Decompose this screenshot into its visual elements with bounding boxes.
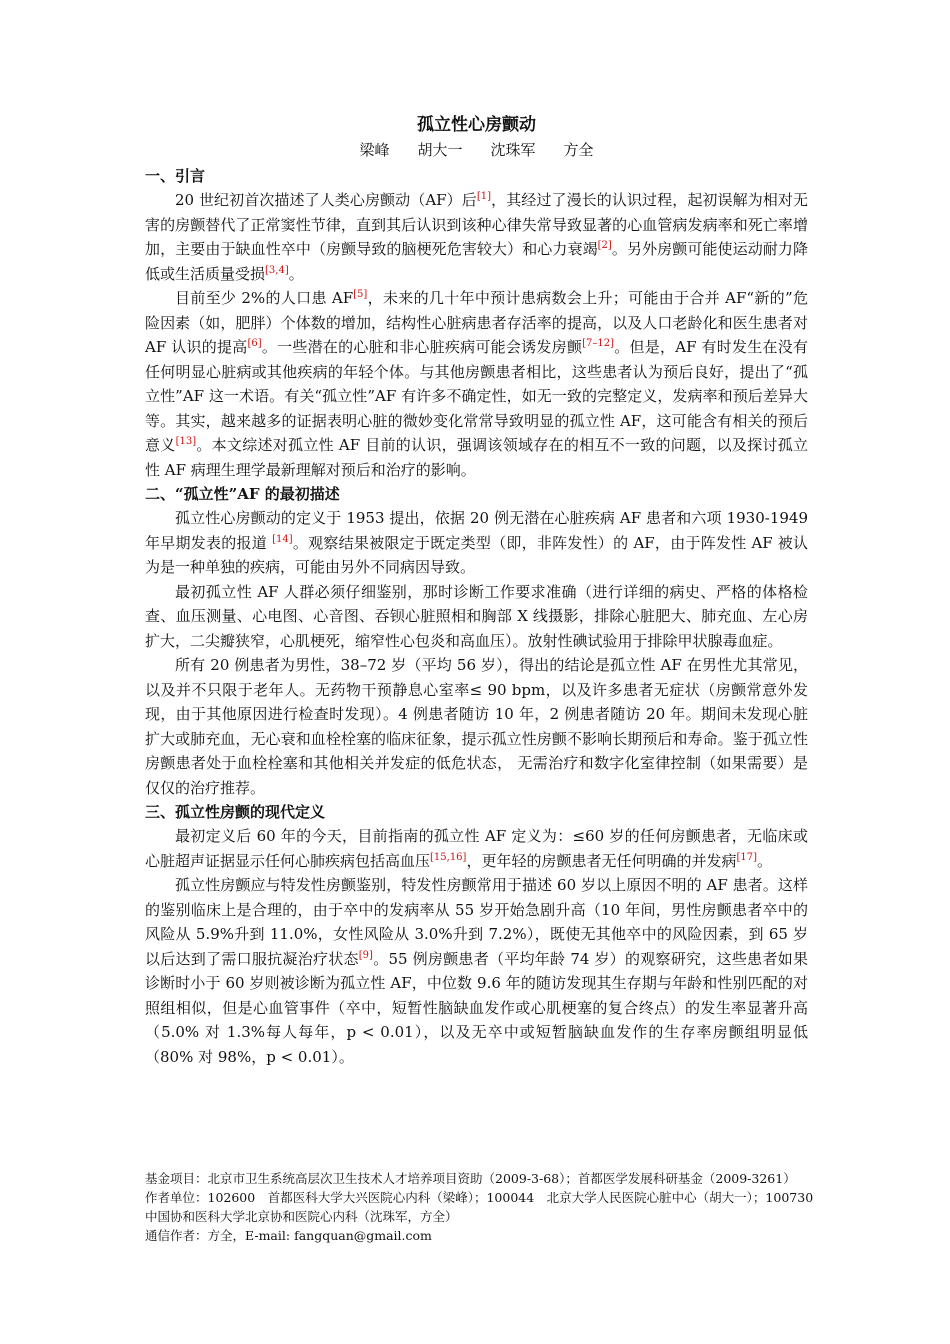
author-list bbox=[145, 138, 808, 162]
reference-citation[interactable]: [15,16] bbox=[430, 851, 467, 863]
footnotes bbox=[145, 1169, 826, 1245]
reference-citation[interactable]: [3,4] bbox=[265, 264, 289, 276]
paragraph: 所有 20 例患者为男性，38–72 岁（平均 56 岁），得出的结论是孤立性 AF 在男性尤其常见，以及并不只限于老年人。无药物干预静息心室率≤ 90 bpm，以及许多患者无症状（房颤常意外发现，由于其他原因进行检查时发现）。4 例患者随访 10 年，2 例患者随访 20 年。期间未发现心脏扩大或肺充血，无心衰和血栓栓塞的临床征象，提示孤立性房颤不影响长期预后和寿命。鉴于孤立性房颤患者处于血栓栓塞和其他相关并发症的低危状态， 无需治疗和数字化室律控制（如果需要）是仅仅的治疗推荐。 bbox=[145, 656, 808, 797]
paragraph: 目前至少 2%的人口患 AF[5]，未来的几十年中预计患病数会上升；可能由于合并 AF“新的”危险因素（如，肥胖）个体数的增加，结构性心脏病患者存活率的提高，以及人口老龄化和医生患者对 AF 认识的提高[6]。一些潜在的心脏和非心脏疾病可能会诱发房颤[7–12]。但是，AF 有时发生在没有任何明显心脏病或其他疾病的年轻个体。与其他房颤患者相比，这些患者认为预后良好，提出了“孤立性”AF 这一术语。有关“孤立性”AF 有许多不确定性，如无一致的完整定义，发病率和预后差异大等。其实，越来越多的证据表明心脏的微妙变化常常导致明显的孤立性 AF，这可能含有相关的预后意义[13]。本文综述对孤立性 AF 目前的认识，强调该领域存在的相互不一致的问题，以及探讨孤立性 AF 病理生理学最新理解对预后和治疗的影响。 bbox=[145, 289, 808, 479]
paragraph: 20 世纪初首次描述了人类心房颤动（AF）后[1]，其经过了漫长的认识过程，起初误解为相对无害的房颤替代了正常窦性节律，直到其后认识到该种心律失常导致显著的心血管病发病率和死亡率增加，主要由于缺血性卒中（房颤导致的脑梗死危害较大）和心力衰竭[2]。另外房颤可能使运动耐力降低或生活质量受损[3,4]。 bbox=[145, 191, 808, 283]
article-body bbox=[145, 112, 808, 1069]
section-initial-description bbox=[145, 482, 808, 800]
paragraph: 孤立性心房颤动的定义于 1953 提出，依据 20 例无潜在心脏疾病 AF 患者和六项 1930-1949 年早期发表的报道 [14]。观察结果被限定于既定类型（即，非阵发性）的 AF，由于阵发性 AF 被认为是一种单独的疾病，可能由另外不同病因导致。 bbox=[145, 509, 808, 576]
reference-citation[interactable]: [1] bbox=[476, 191, 492, 202]
section-modern-definition bbox=[145, 800, 808, 1069]
section-heading: 二、“孤立性”AF 的最初描述 bbox=[145, 485, 340, 503]
author-name: 梁峰 bbox=[359, 141, 390, 159]
paragraph: 最初定义后 60 年的今天，目前指南的孤立性 AF 定义为：≤60 岁的任何房颤患者，无临床或心脏超声证据显示任何心肺疾病包括高血压[15,16]，更年轻的房颤患者无任何明确的并发病[17]。 bbox=[145, 827, 808, 870]
reference-citation[interactable]: [6] bbox=[247, 338, 262, 349]
reference-citation[interactable]: [5] bbox=[353, 289, 368, 300]
funding-note: 基金项目：北京市卫生系统高层次卫生技术人才培养项目资助（2009-3-68）；首都医学发展科研基金（2009-3261） bbox=[145, 1171, 796, 1186]
reference-citation[interactable]: [13] bbox=[175, 436, 197, 447]
section-heading: 三、孤立性房颤的现代定义 bbox=[145, 803, 326, 821]
author-name: 胡大一 bbox=[417, 141, 463, 159]
section-heading: 一、引言 bbox=[145, 167, 206, 185]
author-name: 沈珠军 bbox=[490, 141, 536, 159]
paragraph: 孤立性房颤应与特发性房颤鉴别，特发性房颤常用于描述 60 岁以上原因不明的 AF 患者。这样的鉴别临床上是合理的，由于卒中的发病率从 55 岁开始急剧升高（10 年间，男性房颤患者卒中的风险从 5.9%升到 11.0%，女性风险从 3.0%升到 7.2%），既使无其他卒中的风险因素，到 65 岁以后达到了需口服抗凝治疗状态[9]。55 例房颤患者（平均年龄 74 岁）的观察研究，这些患者如果诊断时小于 60 岁则被诊断为孤立性 AF，中位数 9.6 年的随访发现其生存期与年龄和性别匹配的对照组相似，但是心血管事件（卒中，短暂性脑缺血发作或心肌梗塞的复合终点）的发生率显著升高（5.0% 对 1.3%每人每年，p < 0.01），以及无卒中或短暂脑缺血发作的生存率房颤组明显低（80% 对 98%，p < 0.01）。 bbox=[145, 876, 808, 1066]
section-introduction bbox=[145, 164, 808, 482]
reference-citation[interactable]: [7–12] bbox=[582, 338, 615, 349]
affiliation-note: 作者单位：102600 首都医科大学大兴医院心内科（梁峰）；100044 北京大学人民医院心脏中心（胡大一）；100730 中国协和医科大学北京协和医院心内科（沈珠军，方全） bbox=[145, 1190, 826, 1224]
reference-citation[interactable]: [14] bbox=[272, 533, 293, 545]
correspondence-note: 通信作者：方全，E-mail: fangquan@gmail.com bbox=[145, 1228, 432, 1243]
reference-citation[interactable]: [17] bbox=[736, 851, 757, 863]
article-title: 孤立性心房颤动 bbox=[417, 115, 536, 135]
reference-citation[interactable]: [9] bbox=[358, 949, 373, 961]
paragraph: 最初孤立性 AF 人群必须仔细鉴别，那时诊断工作要求准确（进行详细的病史、严格的体格检查、血压测量、心电图、心音图、吞钡心脏照相和胸部 X 线摄影，排除心脏肥大、肺充血、左心房扩大，二尖瓣狭窄，心肌梗死，缩窄性心包炎和高血压）。放射性碘试验用于排除甲状腺毒血症。 bbox=[145, 582, 808, 650]
author-name: 方全 bbox=[563, 141, 594, 159]
reference-citation[interactable]: [2] bbox=[597, 240, 612, 251]
